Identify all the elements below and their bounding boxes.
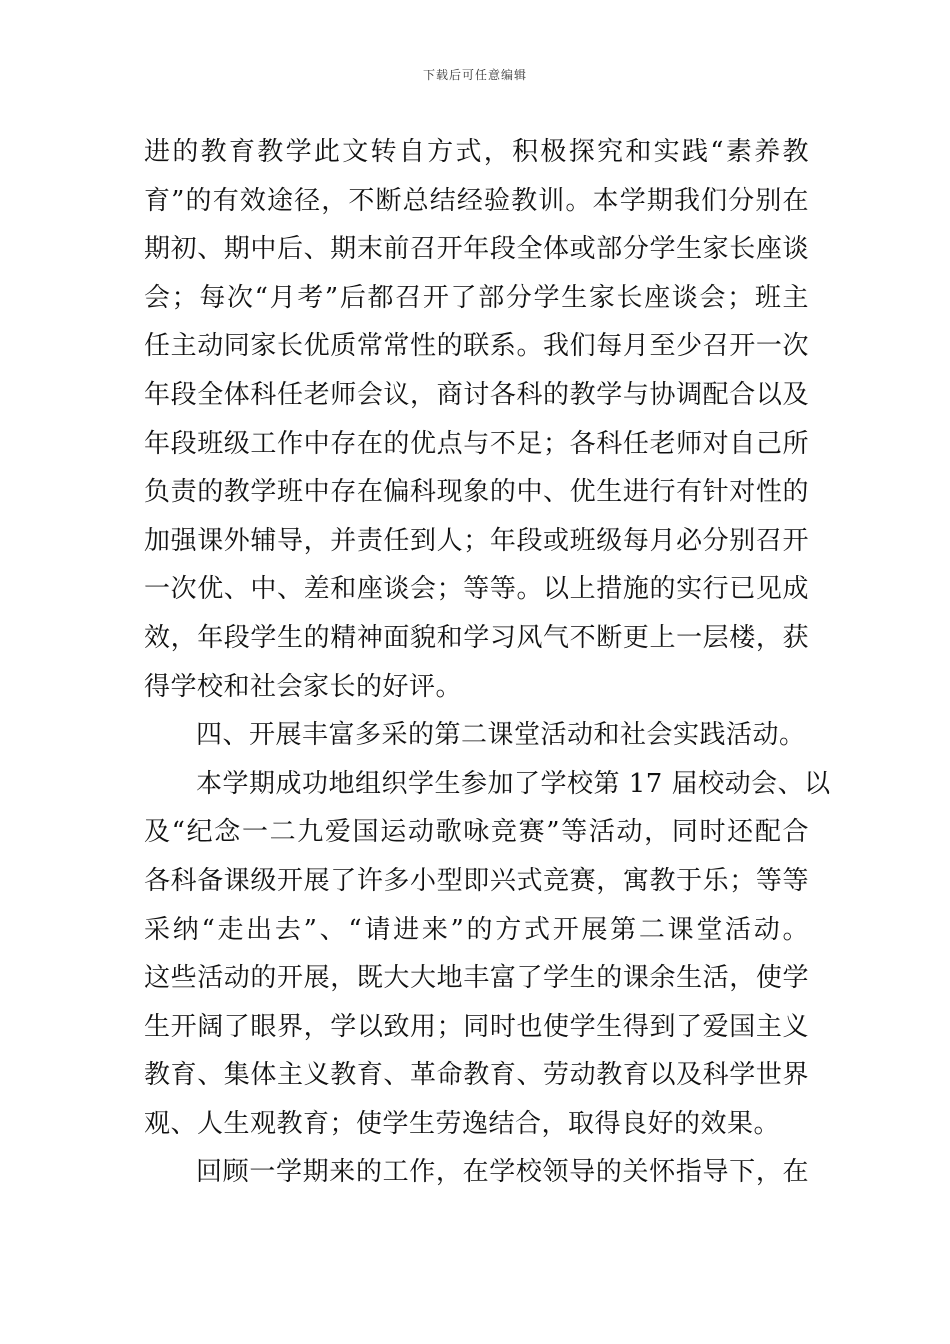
text-line: 负责的教学班中存在偏科现象的中、优生进行有针对性的 bbox=[144, 477, 809, 508]
text-line: 育”的有效途径，不断总结经验教训。本学期我们分别在 bbox=[144, 185, 809, 216]
text-line: 观、人生观教育；使学生劳逸结合，取得良好的效果。 bbox=[144, 1108, 781, 1139]
header-note: 下载后可任意编辑 bbox=[422, 68, 527, 82]
text-line: 加强课外辅导，并责任到人；年段或班级每月必分别召开 bbox=[144, 525, 809, 556]
text-line: 会；每次“月考”后都召开了部分学生家长座谈会；班主 bbox=[144, 282, 809, 313]
text-line: 及“纪念一二九爱国运动歌咏竞赛”等活动，同时还配合 bbox=[144, 817, 809, 848]
section-heading: 四、开展丰富多采的第二课堂活动和社会实践活动。 bbox=[196, 720, 806, 751]
text-line: 进的教育教学此文转自方式，积极探究和实践“素养教 bbox=[144, 137, 809, 167]
text-line: 各科备课级开展了许多小型即兴式竞赛，寓教于乐；等等 bbox=[144, 865, 809, 896]
text-line: 年段班级工作中存在的优点与不足；各科任老师对自己所 bbox=[144, 428, 809, 459]
text-line: 这些活动的开展，既大大地丰富了学生的课余生活，使学 bbox=[144, 963, 809, 994]
text-line: 回顾一学期来的工作，在学校领导的关怀指导下，在 bbox=[196, 1157, 809, 1188]
body-text bbox=[144, 128, 831, 1197]
text-line: 年段全体科任老师会议，商讨各科的教学与协调配合以及 bbox=[144, 379, 809, 410]
text-line: 效，年段学生的精神面貌和学习风气不断更上一层楼，获 bbox=[144, 622, 809, 653]
text-line: 采纳“走出去”、“请进来”的方式开展第二课堂活动。 bbox=[144, 914, 809, 945]
text-line: 期初、期中后、期末前召开年段全体或部分学生家长座谈 bbox=[144, 234, 809, 265]
text-line: 本学期成功地组织学生参加了学校第 17 届校动会、以 bbox=[196, 768, 831, 799]
text-line: 得学校和社会家长的好评。 bbox=[144, 671, 463, 702]
text-line: 生开阔了眼界，学以致用；同时也使学生得到了爱国主义 bbox=[144, 1011, 809, 1042]
text-line: 教育、集体主义教育、革命教育、劳动教育以及科学世界 bbox=[144, 1060, 809, 1091]
text-line: 一次优、中、差和座谈会；等等。以上措施的实行已见成 bbox=[144, 574, 809, 605]
text-line: 任主动同家长优质常常性的联系。我们每月至少召开一次 bbox=[144, 331, 809, 362]
